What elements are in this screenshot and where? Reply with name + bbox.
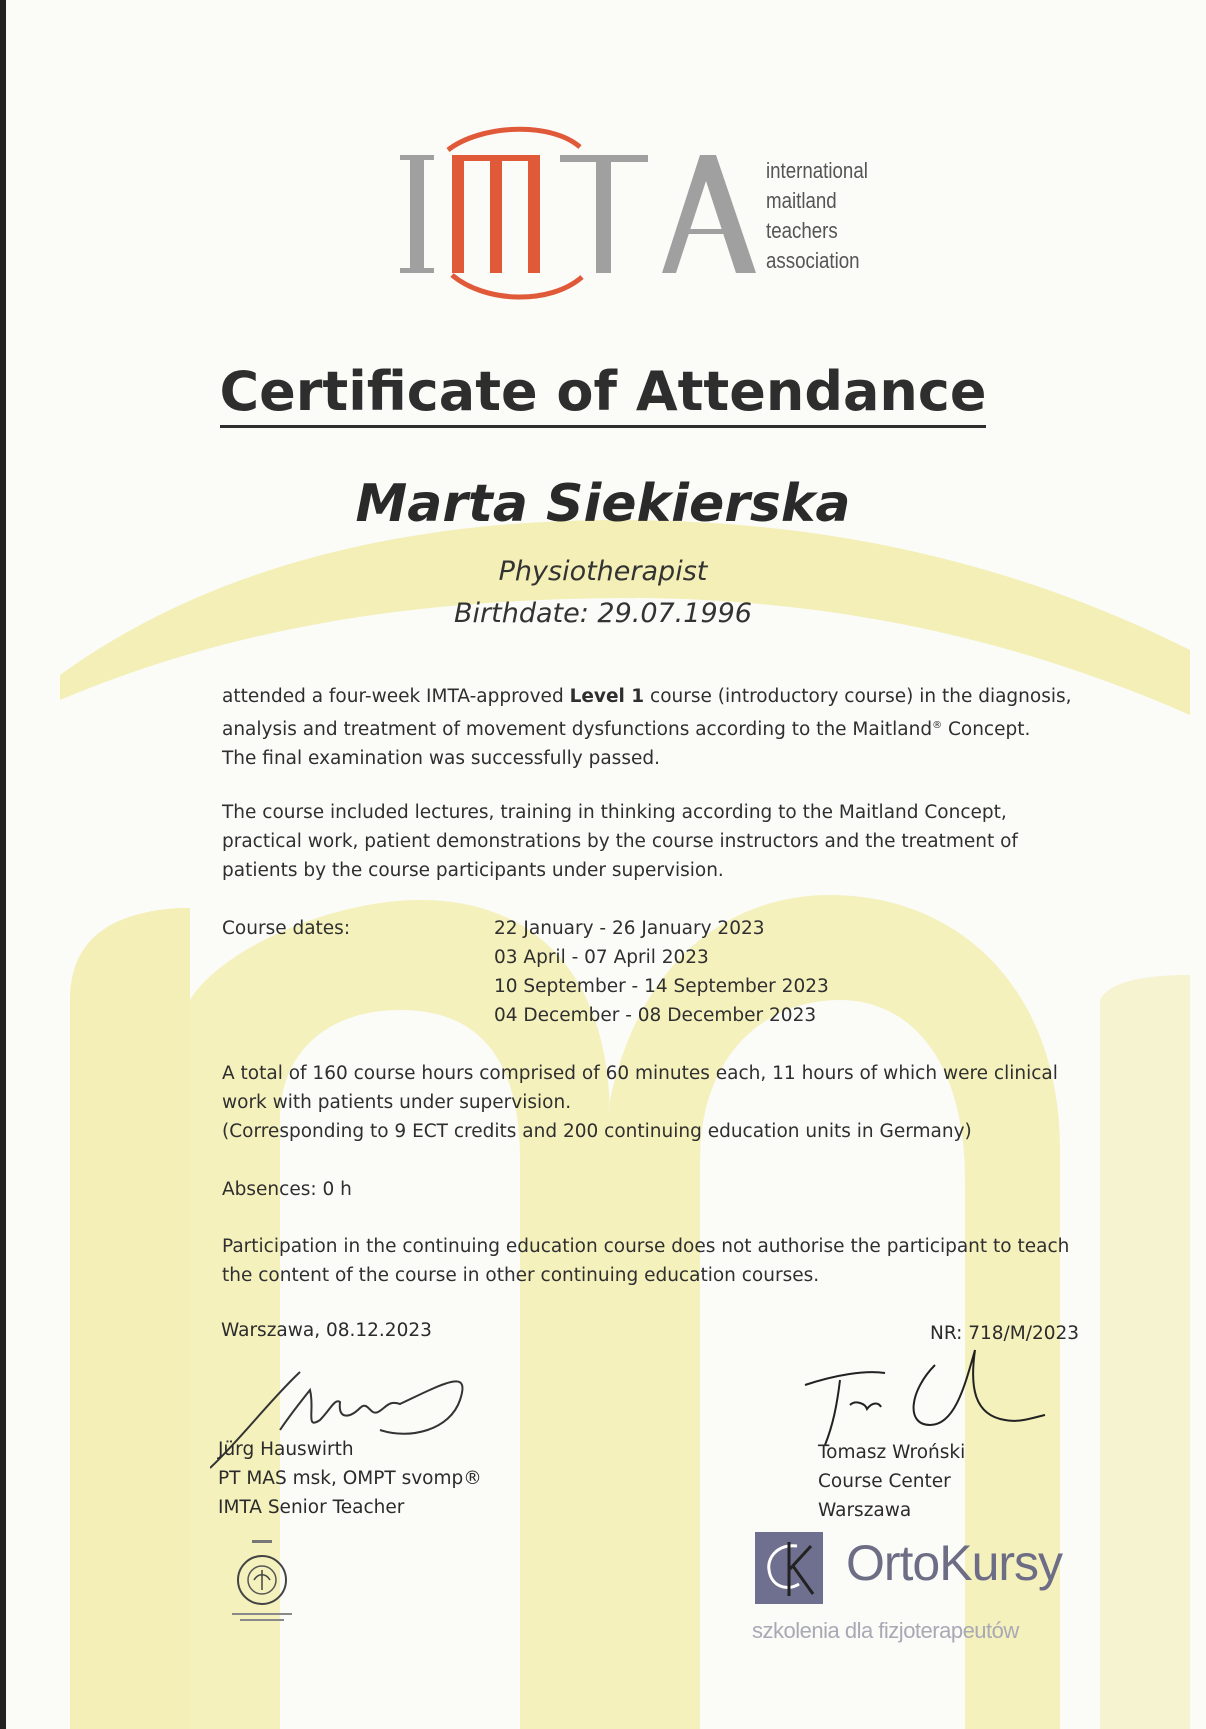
org-line: international — [766, 158, 868, 183]
title-text: Certificate of Attendance — [220, 360, 987, 428]
date-range: 03 April - 07 April 2023 — [494, 947, 709, 968]
org-line: maitland — [766, 188, 837, 213]
org-line: association — [766, 248, 860, 273]
recipient-profession: Physiotherapist — [498, 556, 708, 587]
signer-left-credentials: PT MAS msk, OMPT svomp® — [218, 1468, 482, 1489]
signer-right-role: Course Center — [818, 1471, 951, 1492]
org-line: teachers — [766, 218, 838, 243]
date-range: 04 December - 08 December 2023 — [494, 1005, 817, 1026]
participation-note: Participation in the continuing education course does not authorise the participant to teach the content of the course in other continuing education courses. — [222, 1236, 1070, 1286]
signer-left-role: IMTA Senior Teacher — [218, 1497, 405, 1518]
course-dates-label: Course dates: — [222, 918, 351, 939]
certificate-title — [0, 360, 1206, 423]
date-range: 10 September - 14 September 2023 — [494, 976, 829, 997]
imta-seal-icon — [222, 1535, 302, 1630]
ortokursy-tagline: szkolenia dla fizjoterapeutów — [752, 1618, 1019, 1643]
course-content-paragraph: The course included lectures, training in thinking according to the Maitland Concept, practical work, patient demonstrations by the course instructors and the treatment of patients by the course participants under supervision. — [222, 802, 1018, 881]
certificate-number: NR: 718/M/2023 — [930, 1323, 1080, 1344]
signer-left-name: Jürg Hauswirth — [218, 1439, 354, 1460]
attendance-paragraph: attended a four-week IMTA-approved Level 1 course (introductory course) in the diagnosis, analysis and treatment of movement dysfunctions according to the Maitland® Concept. The final examination was successfully passed. — [222, 686, 1072, 770]
ortokursy-logo-icon — [755, 1532, 823, 1604]
ortokursy-name: OrtoKursy — [846, 1535, 1063, 1591]
absences: Absences: 0 h — [222, 1179, 352, 1200]
recipient-birthdate: Birthdate: 29.07.1996 — [454, 598, 752, 629]
signer-right-name: Tomasz Wroński — [818, 1442, 966, 1463]
signer-right-city: Warszawa — [818, 1500, 912, 1521]
course-hours-paragraph: A total of 160 course hours comprised of 60 minutes each, 11 hours of which were clinical work with patients under supervision. (Corresponding to 9 ECT credits and 200 continuing education units in Germany) — [222, 1063, 1058, 1142]
signer-left — [218, 1435, 482, 1522]
imta-org-name — [766, 156, 868, 276]
date-range: 22 January - 26 January 2023 — [494, 918, 765, 939]
course-dates-list — [494, 914, 829, 1030]
recipient-name: Marta Siekierska — [355, 474, 851, 534]
signer-right — [818, 1438, 965, 1525]
place-date: Warszawa, 08.12.2023 — [221, 1320, 432, 1341]
course-level: Level 1 — [569, 686, 645, 707]
